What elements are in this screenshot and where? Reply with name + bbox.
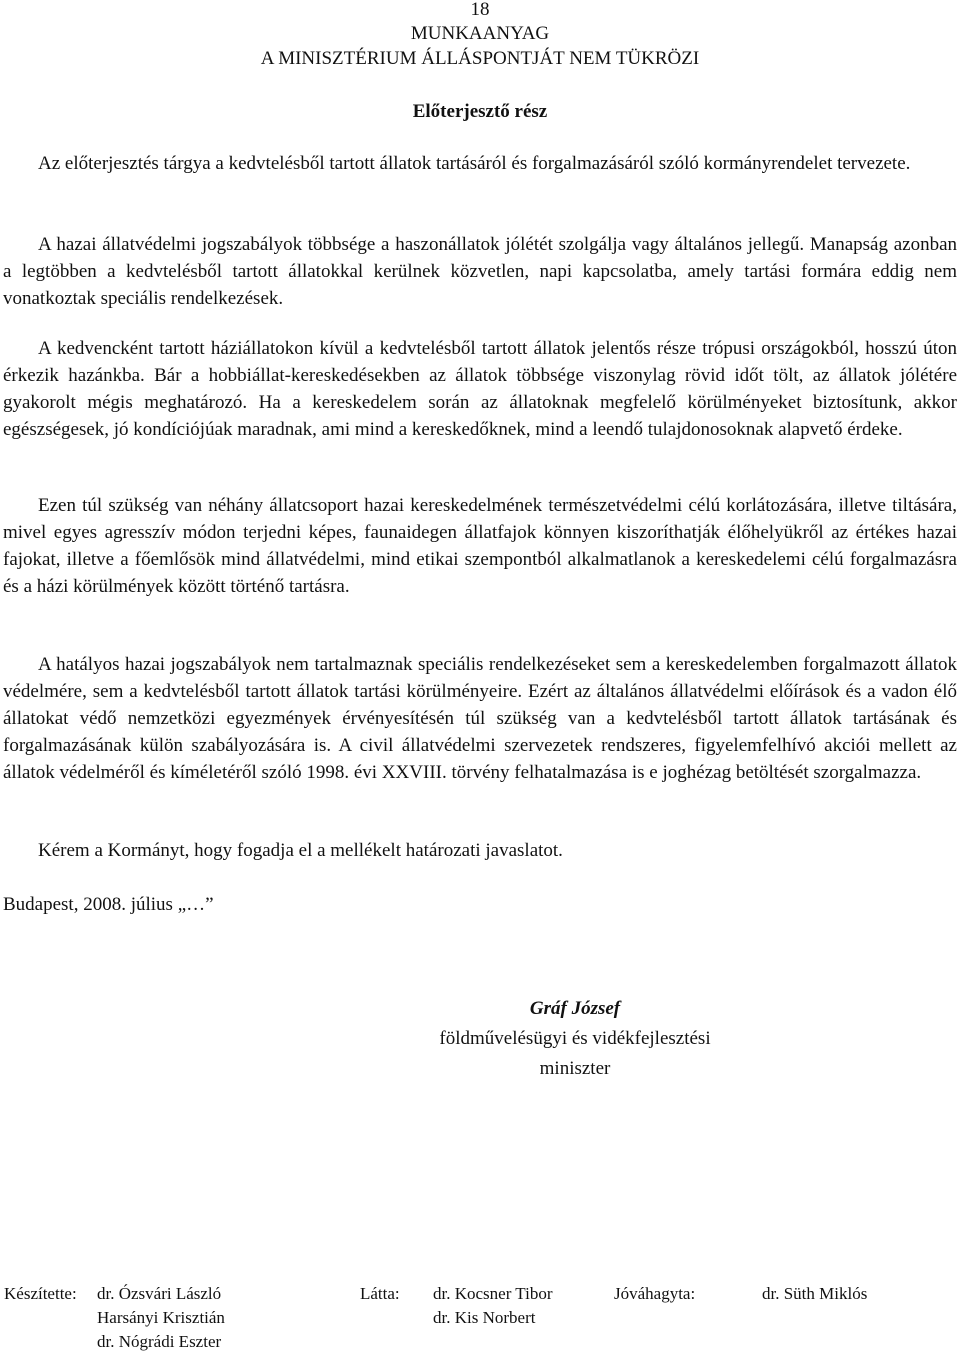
seen-by-name: dr. Kocsner Tibor — [433, 1284, 553, 1303]
paragraph-restrictions: Ezen túl szükség van néhány állatcsoport hazai kereskedelmének természetvédelmi célú korlátozására, illetve tiltására, mivel egyes agresszív módon terjedni képes, faunaidegen állatfajok könnyen kiszoríthatják élőhelyükről az értékes hazai fajokat, illetve a főemlősök mind állatvédelmi, mind etikai szempontból alkalmatlanok a kereskedelemi célú forgalmazásra és a házi körülmények között történő tartásra. — [3, 495, 957, 597]
signature-block — [380, 994, 770, 1084]
paragraph-regulations: A hazai állatvédelmi jogszabályok többsége a haszonállatok jólétét szolgálja vagy általános jellegű. Manapság azonban a legtöbben a kedvtelésből tartott állatokkal kerülnek közvetlen, napi kapcsolatba, amely tartási formára eddig nem vonatkoztak speciális rendelkezések. — [3, 234, 957, 309]
place-date: Budapest, 2008. július „…” — [3, 894, 214, 915]
seen-label: Látta: — [360, 1284, 400, 1303]
paragraph-request: Kérem a Kormányt, hogy fogadja el a mellékelt határozati javaslatot. — [38, 840, 563, 861]
section-title: Előterjesztő rész — [412, 101, 548, 122]
prepared-by-list — [97, 1282, 225, 1354]
paragraph-subject: Az előterjesztés tárgya a kedvtelésből tartott állatok tartásáról és forgalmazásáról szóló kormányrendelet tervezete. — [38, 153, 911, 174]
draft-marker: MUNKAANYAG — [410, 23, 550, 44]
signatory-title: földművelésügyi és vidékfejlesztési — [439, 1028, 711, 1049]
prepared-by-name: dr. Ózsvári László — [97, 1284, 222, 1303]
approved-label: Jóváhagyta: — [614, 1284, 696, 1303]
approved-by-list — [762, 1282, 867, 1306]
page-number: 18 — [470, 0, 490, 20]
seen-by-name: dr. Kis Norbert — [433, 1308, 536, 1327]
prepared-by-name: dr. Nógrádi Eszter — [97, 1332, 222, 1351]
signatory-name: Gráf József — [529, 998, 621, 1019]
prepared-by-name: Harsányi Krisztián — [97, 1308, 225, 1327]
paragraph-tropical-animals: A kedvencként tartott háziállatokon kívül a kedvtelésből tartott állatok jelentős része trópusi országokból, hosszú úton érkezik hazánkba. Bár a hobbiállat-kereskedésekben az állatok többsége viszonylag rövid időt tölt, az állatok jólétére gyakorolt mégis meghatározó. Ha a kereskedelem során az állatoknak megfelelő körülményeket biztosítunk, akkor egészségesek, jó kondíciójúak maradnak, ami mind a kereskedőknek, mind a leendő tulajdonosoknak alapvető érdeke. — [3, 338, 957, 440]
ministry-disclaimer: A MINISZTÉRIUM ÁLLÁSPONTJÁT NEM TÜKRÖZI — [260, 48, 700, 69]
signatory-role: miniszter — [539, 1058, 611, 1079]
seen-by-list — [433, 1282, 552, 1330]
approved-by-name: dr. Süth Miklós — [762, 1284, 868, 1303]
paragraph-legal-gap: A hatályos hazai jogszabályok nem tartalmaznak speciális rendelkezéseket sem a kereskedelemben forgalmazott állatok védelmére, sem a kedvtelésből tartott állatok tartási körülményeire. Ezért az általános állatvédelmi előírások és a vadon élő állatokat védő nemzetközi egyezmények érvényesítésén túl szükség van a kedvtelésből tartott állatok tartásának és forgalmazásának külön szabályozására is. A civil állatvédelmi szervezetek rendszeres, figyelemfelhívó akciói mellett az állatok védelméről és kíméletéről szóló 1998. évi XXVIII. törvény felhatalmazása is e joghézag betöltését szorgalmazza. — [3, 654, 957, 783]
prepared-label: Készítette: — [4, 1284, 77, 1303]
